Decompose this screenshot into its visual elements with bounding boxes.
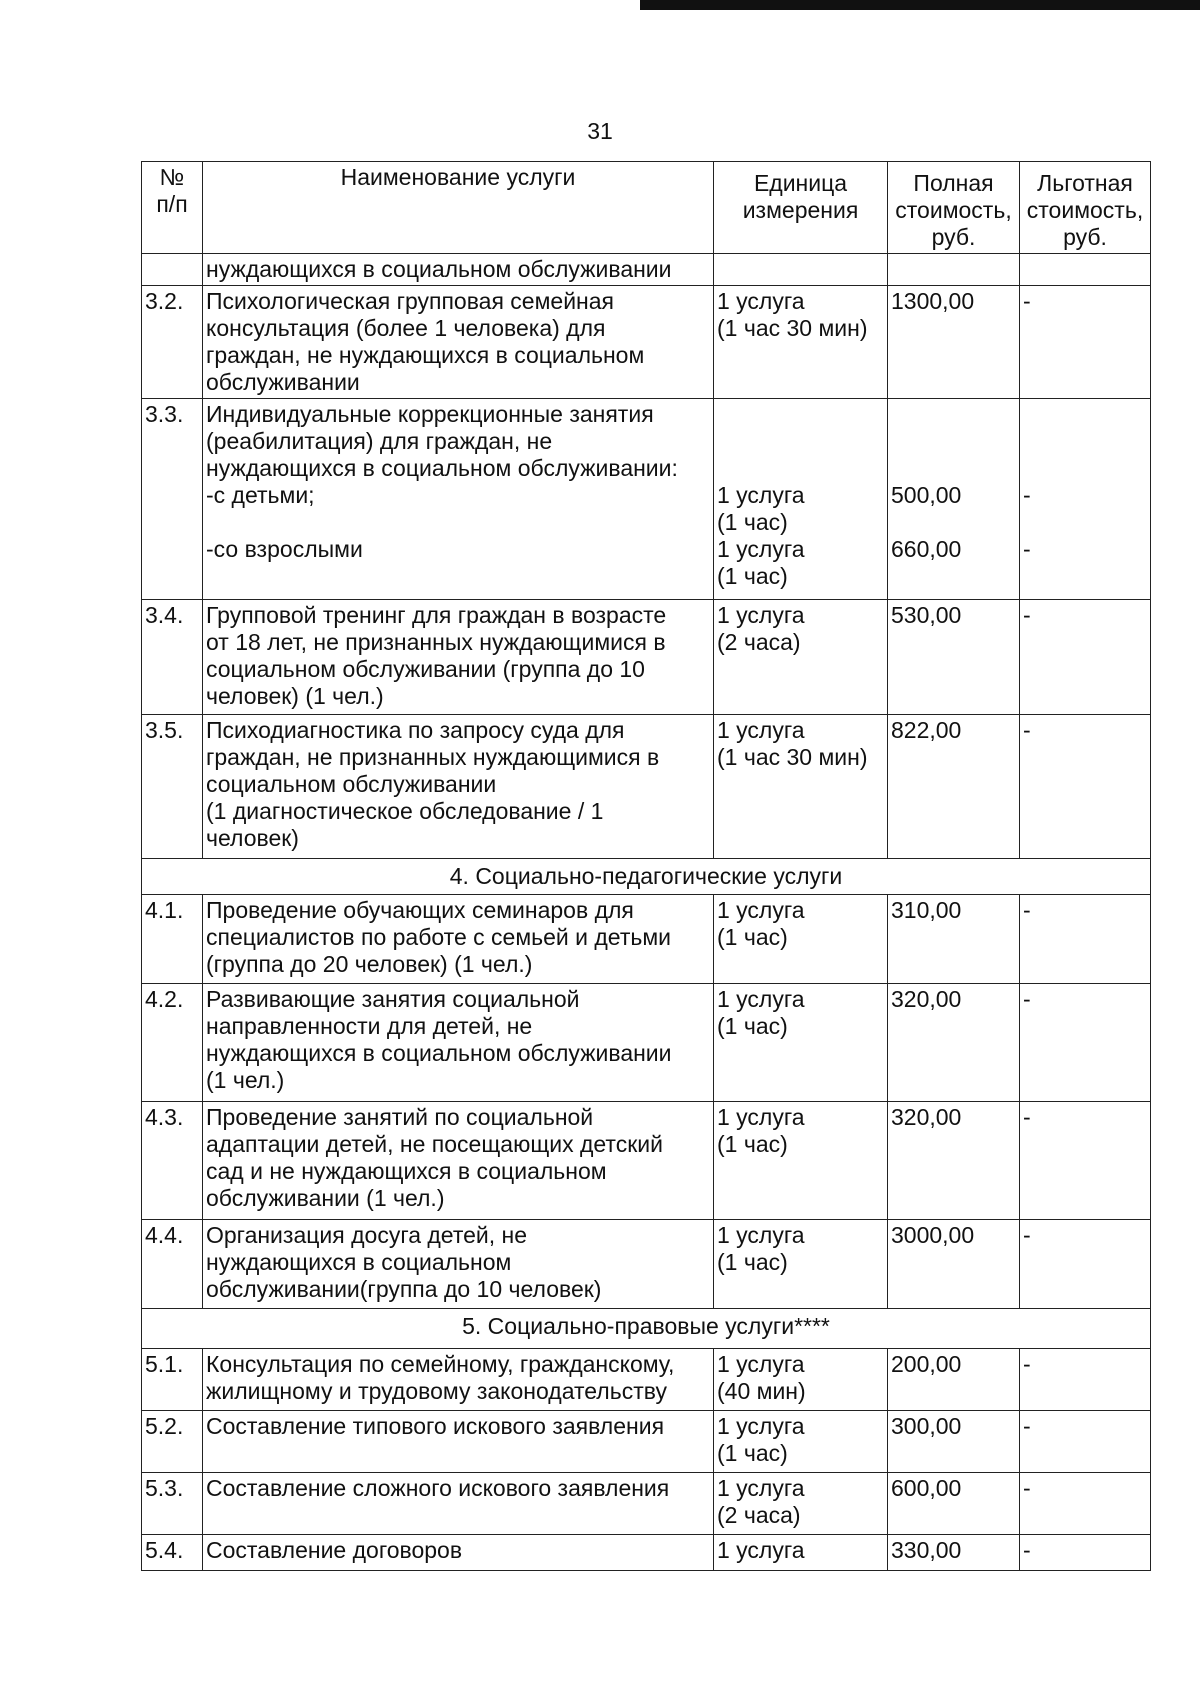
table-row xyxy=(142,1349,1151,1411)
cell-discount-price: - xyxy=(1020,895,1151,984)
cell-unit xyxy=(714,1411,888,1473)
cell-unit xyxy=(714,399,888,600)
cell-unit-line: 1 услуга xyxy=(717,482,805,508)
cell-num: 3.2. xyxy=(142,286,203,399)
section-title: 5. Социально-правовые услуги**** xyxy=(142,1309,1151,1349)
cell-name-line: человек) xyxy=(206,825,299,851)
cell-name: нуждающихся в социальном обслуживании xyxy=(203,254,714,286)
cell-unit-line: 1 услуга xyxy=(717,1351,805,1377)
cell-full-price: 600,00 xyxy=(888,1473,1020,1535)
cell-full-price: 530,00 xyxy=(888,600,1020,715)
cell-unit xyxy=(714,895,888,984)
cell-name xyxy=(203,1349,714,1411)
cell-unit xyxy=(714,984,888,1102)
cell-full-price: 300,00 xyxy=(888,1411,1020,1473)
cell-unit xyxy=(714,1535,888,1571)
cell-name-line: консультация (более 1 человека) для xyxy=(206,315,606,341)
cell-name-line: человек) (1 чел.) xyxy=(206,683,384,709)
cell-unit-line: 1 услуга xyxy=(717,717,805,743)
scan-edge-mark xyxy=(640,0,1200,10)
table-row-continuation xyxy=(142,254,1151,286)
cell-unit xyxy=(714,286,888,399)
services-price-table xyxy=(141,161,1151,1571)
table-header-row xyxy=(142,162,1151,254)
cell-name xyxy=(203,1102,714,1220)
sub-item-discount-price: - xyxy=(1023,482,1031,508)
cell-unit xyxy=(714,715,888,859)
cell-name-line: Составление договоров xyxy=(206,1537,463,1563)
sub-item-full-price: 660,00 xyxy=(891,536,962,562)
table-row xyxy=(142,1102,1151,1220)
cell-name-line: Составление типового искового заявления xyxy=(206,1413,665,1439)
cell-num: 4.3. xyxy=(142,1102,203,1220)
cell-unit-line: 1 услуга xyxy=(717,536,805,562)
cell-name-line: Консультация по семейному, гражданскому, xyxy=(206,1351,675,1377)
cell-name-line: Психодиагностика по запросу суда для xyxy=(206,717,625,743)
sub-item-name: -с детьми; xyxy=(206,482,315,508)
cell-name-line: (реабилитация) для граждан, не xyxy=(206,428,553,454)
cell-full-price: 330,00 xyxy=(888,1535,1020,1571)
cell-name-line: граждан, не признанных нуждающимися в xyxy=(206,744,660,770)
cell-unit xyxy=(714,1102,888,1220)
cell-unit-line: 1 услуга xyxy=(717,986,805,1012)
cell-full-price: 822,00 xyxy=(888,715,1020,859)
header-unit-line: измерения xyxy=(742,197,859,223)
section-title: 4. Социально-педагогические услуги xyxy=(142,859,1151,895)
cell-name-line: направленности для детей, не xyxy=(206,1013,533,1039)
cell-name-line: Проведение обучающих семинаров для xyxy=(206,897,634,923)
header-full-price-line: Полная xyxy=(913,170,994,196)
header-num xyxy=(142,162,203,254)
cell-unit-line: (1 час 30 мин) xyxy=(717,744,868,770)
header-unit xyxy=(714,162,888,254)
cell-num: 3.4. xyxy=(142,600,203,715)
cell-name-line: обслуживании(группа до 10 человек) xyxy=(206,1276,602,1302)
cell-unit xyxy=(714,1220,888,1309)
header-full-price-line: стоимость, xyxy=(895,197,1012,223)
cell-name xyxy=(203,286,714,399)
cell-discount-price: - xyxy=(1020,286,1151,399)
cell-name xyxy=(203,895,714,984)
cell-full-price: 3000,00 xyxy=(888,1220,1020,1309)
cell-name xyxy=(203,715,714,859)
cell-name xyxy=(203,399,714,600)
cell-name-line: нуждающихся в социальном xyxy=(206,1249,512,1275)
cell-name-line: от 18 лет, не признанных нуждающимися в xyxy=(206,629,666,655)
cell-name-line: сад и не нуждающихся в социальном xyxy=(206,1158,607,1184)
cell-name-line: Групповой тренинг для граждан в возрасте xyxy=(206,602,667,628)
sub-item-full-price: 500,00 xyxy=(891,482,962,508)
cell-num: 5.3. xyxy=(142,1473,203,1535)
cell-discount-price xyxy=(1020,399,1151,600)
header-full-price-line: руб. xyxy=(931,224,976,250)
cell-num: 5.1. xyxy=(142,1349,203,1411)
cell-unit-line: (1 час) xyxy=(717,563,788,589)
cell-name-line: жилищному и трудовому законодательству xyxy=(206,1378,667,1404)
cell-full-price xyxy=(888,254,1020,286)
cell-name-line: социальном обслуживании (группа до 10 xyxy=(206,656,645,682)
cell-discount-price xyxy=(1020,254,1151,286)
cell-unit-line: 1 услуга xyxy=(717,288,805,314)
cell-name-line: Развивающие занятия социальной xyxy=(206,986,580,1012)
cell-unit-line: (1 час) xyxy=(717,924,788,950)
cell-num: 4.1. xyxy=(142,895,203,984)
cell-num xyxy=(142,254,203,286)
table-row xyxy=(142,1220,1151,1309)
cell-num: 4.2. xyxy=(142,984,203,1102)
cell-full-price: 310,00 xyxy=(888,895,1020,984)
cell-unit-line: (1 час) xyxy=(717,509,788,535)
cell-name-line: обслуживании xyxy=(206,369,360,395)
cell-name-line: специалистов по работе с семьей и детьми xyxy=(206,924,672,950)
cell-unit-line: (1 час) xyxy=(717,1249,788,1275)
cell-name-line: нуждающихся в социальном обслуживании xyxy=(206,1040,672,1066)
cell-name-line: обслуживании (1 чел.) xyxy=(206,1185,445,1211)
table-row xyxy=(142,1535,1151,1571)
section-header-row xyxy=(142,859,1151,895)
header-num-line: № xyxy=(159,164,185,190)
cell-unit-line: 1 услуга xyxy=(717,1222,805,1248)
cell-name xyxy=(203,1220,714,1309)
cell-discount-price: - xyxy=(1020,1473,1151,1535)
cell-unit-line: (40 мин) xyxy=(717,1378,806,1404)
cell-name-line: (группа до 20 человек) (1 чел.) xyxy=(206,951,533,977)
section-header-row xyxy=(142,1309,1151,1349)
table-row xyxy=(142,399,1151,600)
header-discount-price xyxy=(1020,162,1151,254)
cell-unit xyxy=(714,600,888,715)
cell-unit-line: (1 час 30 мин) xyxy=(717,315,868,341)
cell-discount-price: - xyxy=(1020,1102,1151,1220)
header-full-price xyxy=(888,162,1020,254)
cell-name xyxy=(203,1473,714,1535)
cell-name-line: социальном обслуживании xyxy=(206,771,497,797)
cell-name-line: (1 чел.) xyxy=(206,1067,285,1093)
cell-name-line: Составление сложного искового заявления xyxy=(206,1475,670,1501)
cell-name-line: граждан, не нуждающихся в социальном xyxy=(206,342,645,368)
cell-unit-line: (1 час) xyxy=(717,1440,788,1466)
header-discount-price-line: стоимость, xyxy=(1026,197,1144,223)
cell-discount-price: - xyxy=(1020,984,1151,1102)
cell-num: 4.4. xyxy=(142,1220,203,1309)
cell-name-line: Организация досуга детей, не xyxy=(206,1222,528,1248)
cell-name xyxy=(203,984,714,1102)
cell-name-line: Индивидуальные коррекционные занятия xyxy=(206,401,654,427)
header-discount-price-line: руб. xyxy=(1063,224,1107,250)
sub-item-name: -со взрослыми xyxy=(206,536,363,562)
cell-unit-line: 1 услуга xyxy=(717,1413,805,1439)
cell-unit-line: 1 услуга xyxy=(717,602,805,628)
table-row xyxy=(142,1411,1151,1473)
header-name xyxy=(203,162,714,254)
cell-discount-price: - xyxy=(1020,1220,1151,1309)
cell-name-line: (1 диагностическое обследование / 1 xyxy=(206,798,604,824)
cell-unit-line: (2 часа) xyxy=(717,629,801,655)
cell-discount-price: - xyxy=(1020,1411,1151,1473)
table-row xyxy=(142,984,1151,1102)
cell-name xyxy=(203,1411,714,1473)
cell-name xyxy=(203,1535,714,1571)
cell-full-price: 1300,00 xyxy=(888,286,1020,399)
cell-unit-line: 1 услуга xyxy=(717,1537,805,1563)
cell-full-price: 320,00 xyxy=(888,1102,1020,1220)
cell-full-price: 200,00 xyxy=(888,1349,1020,1411)
cell-unit-line: (1 час) xyxy=(717,1131,788,1157)
cell-unit-line: 1 услуга xyxy=(717,1104,805,1130)
page-number: 31 xyxy=(587,118,613,144)
cell-unit-line: 1 услуга xyxy=(717,1475,805,1501)
cell-unit xyxy=(714,1473,888,1535)
sub-item-discount-price: - xyxy=(1023,536,1031,562)
header-name-text: Наименование услуги xyxy=(340,164,576,190)
cell-num: 3.5. xyxy=(142,715,203,859)
cell-name-line: адаптации детей, не посещающих детский xyxy=(206,1131,663,1157)
cell-discount-price: - xyxy=(1020,715,1151,859)
cell-discount-price: - xyxy=(1020,600,1151,715)
header-num-line: п/п xyxy=(156,191,188,217)
cell-unit-line: (2 часа) xyxy=(717,1502,801,1528)
cell-unit-line: 1 услуга xyxy=(717,897,805,923)
cell-full-price: 320,00 xyxy=(888,984,1020,1102)
table-row xyxy=(142,1473,1151,1535)
header-discount-price-line: Льготная xyxy=(1037,170,1133,196)
cell-name-line: нуждающихся в социальном обслуживании: xyxy=(206,455,678,481)
cell-unit xyxy=(714,1349,888,1411)
cell-name-line: Проведение занятий по социальной xyxy=(206,1104,594,1130)
header-unit-line: Единица xyxy=(753,170,848,196)
cell-discount-price: - xyxy=(1020,1535,1151,1571)
table-row xyxy=(142,715,1151,859)
cell-num: 5.4. xyxy=(142,1535,203,1571)
table-row xyxy=(142,600,1151,715)
cell-num: 3.3. xyxy=(142,399,203,600)
cell-unit xyxy=(714,254,888,286)
table-row xyxy=(142,895,1151,984)
cell-name-line: Психологическая групповая семейная xyxy=(206,288,615,314)
cell-num: 5.2. xyxy=(142,1411,203,1473)
cell-name xyxy=(203,600,714,715)
cell-discount-price: - xyxy=(1020,1349,1151,1411)
cell-unit-line: (1 час) xyxy=(717,1013,788,1039)
table-row xyxy=(142,286,1151,399)
cell-full-price xyxy=(888,399,1020,600)
